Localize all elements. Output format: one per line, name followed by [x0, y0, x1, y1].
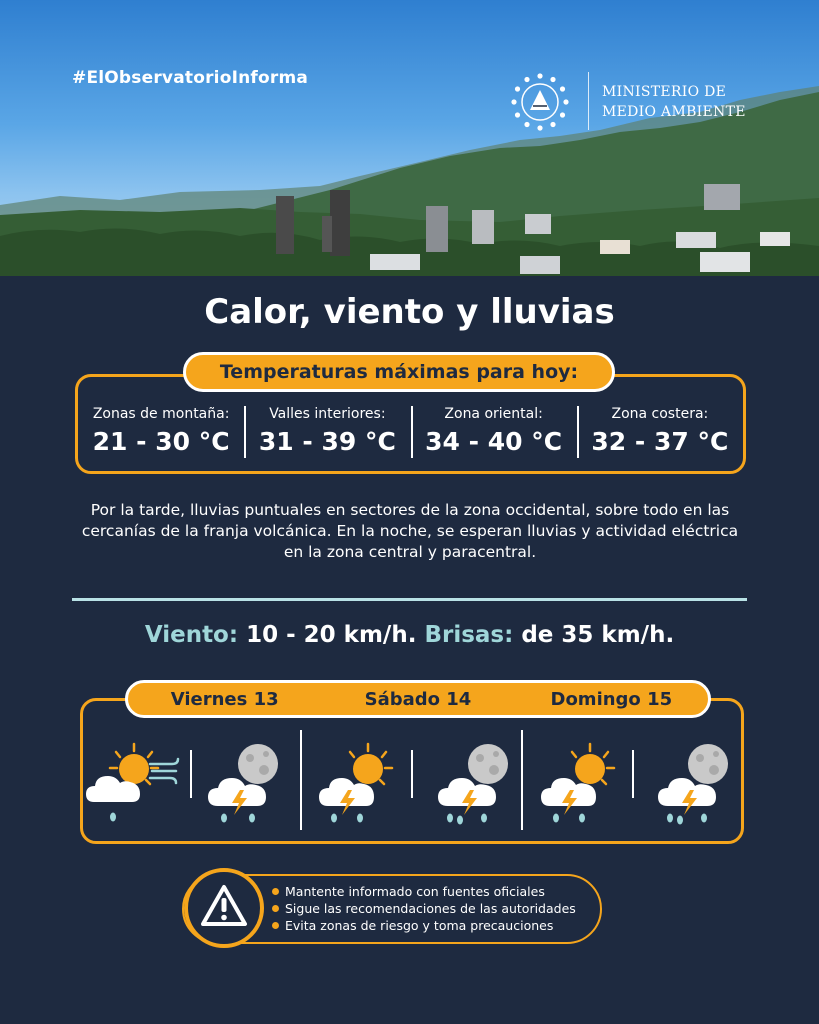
city-mountain-illustration: [0, 0, 819, 276]
hashtag: #ElObservatorioInforma: [72, 68, 309, 88]
ministry-logo: [508, 70, 758, 134]
moon-cloud-storm-icon: [200, 740, 300, 830]
days-header: [125, 680, 711, 718]
day-name-saturday: Sábado 14: [364, 688, 472, 710]
icon-divider: [190, 750, 192, 798]
sun-cloud-wind-rain-icon: [82, 740, 182, 830]
sun-cloud-storm-icon: [314, 740, 414, 830]
zone-mountain: Zonas de montaña: 21 - 30 °C: [92, 406, 230, 456]
zone-interior-valleys: Valles interiores: 31 - 39 °C: [244, 404, 410, 466]
list-item: Mantente informado con fuentes oficiales: [272, 883, 576, 900]
national-seal-icon: [508, 70, 572, 134]
list-item: Sigue las recomendaciones de las autoridades: [272, 900, 576, 917]
ministry-name: MINISTERIO DE MEDIO AMBIENTE: [602, 84, 746, 120]
wind-label: Viento:: [144, 622, 239, 648]
temperatures-heading: Temperaturas máximas para hoy:: [183, 352, 615, 392]
day-name-sunday: Domingo 15: [550, 688, 673, 710]
wind-value: 10 - 20 km/h.: [246, 622, 417, 648]
breeze-value: de 35 km/h.: [521, 622, 675, 648]
day-name-friday: Viernes 13: [170, 688, 279, 710]
warning-badge: [184, 868, 264, 948]
zone-eastern: Zona oriental: 34 - 40 °C: [411, 404, 577, 466]
section-divider: [72, 598, 747, 601]
advice-list: [272, 883, 576, 934]
breeze-label: Brisas:: [424, 622, 514, 648]
wind-info: [0, 622, 819, 648]
moon-cloud-storm-icon: [428, 740, 528, 830]
moon-cloud-storm-icon: [648, 740, 748, 830]
page-title: Calor, viento y lluvias: [204, 292, 615, 332]
sun-cloud-storm-icon: [536, 740, 636, 830]
hero-photo: [0, 0, 819, 276]
temperature-zones: [78, 404, 743, 466]
day-divider: [300, 730, 302, 830]
forecast-text: Por la tarde, lluvias puntuales en sectores de la zona occidental, sobre todo en las cercanías de la franja volcánica. En la noche, se esperan lluvias y actividad eléctrica en la zona central y paracentral.: [81, 501, 739, 561]
warning-triangle-icon: [200, 883, 248, 929]
zone-coastal: Zona costera: 32 - 37 °C: [577, 404, 743, 466]
logo-divider: [588, 72, 589, 130]
list-item: Evita zonas de riesgo y toma precauciones: [272, 917, 576, 934]
